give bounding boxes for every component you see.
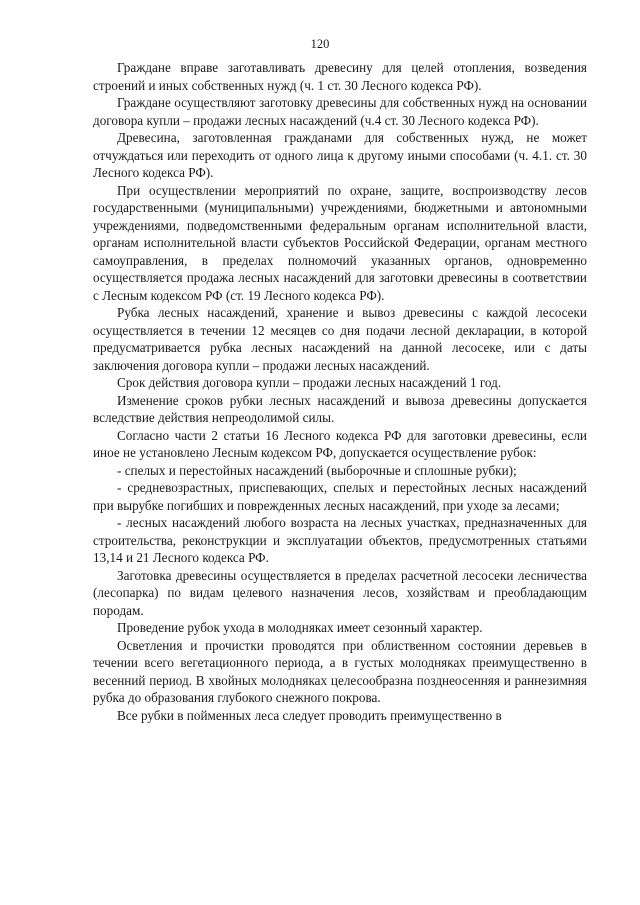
paragraph-9: Заготовка древесины осуществляется в пределах расчетной лесосеки лесничества (лесопарка) по видам целевого назначения лесов, хозяйствам и преобладающим породам. — [93, 567, 587, 618]
paragraph-7: Изменение сроков рубки лесных насаждений и вывоза древесины допускается вследствие действия непреодолимой силы. — [93, 392, 587, 425]
list-item-2: - средневозрастных, приспевающих, спелых и перестойных лесных насаждений при вырубке погибших и поврежденных лесных насаждений, при уходе за лесами; — [93, 480, 587, 513]
document-body — [93, 59, 587, 724]
paragraph-6: Срок действия договора купли – продажи лесных насаждений 1 год. — [117, 375, 502, 390]
paragraph-12: Все рубки в пойменных леса следует проводить преимущественно в — [117, 707, 502, 723]
paragraph-2: Граждане осуществляют заготовку древесины для собственных нужд на основании договора купли – продажи лесных насаждений (ч.4 ст. 30 Лесного кодекса РФ). — [93, 95, 587, 128]
paragraph-5: Рубка лесных насаждений, хранение и вывоз древесины с каждой лесосеки осуществляется в течении 12 месяцев со дня подачи лесной декларации, в которой предусматривается рубка лесных насаждений на данной лесосеке, или с даты заключения договора купли – продажи лесных насаждений. — [93, 305, 587, 373]
paragraph-8: Согласно части 2 статьи 16 Лесного кодекса РФ для заготовки древесины, если иное не установлено Лесным кодексом РФ, допускается осуществление рубок: — [93, 427, 587, 460]
paragraph-4: При осуществлении мероприятий по охране, защите, воспроизводству лесов государственными (муниципальными) учреждениями, бюджетными и автономными учреждениями, подведомственными федеральным органам исполнительной власти, органам исполнительной власти субъектов Российской Федерации, органам местного самоуправления, в пределах полномочий указанных органов, одновременно осуществляется продажа лесных насаждений для заготовки древесины в соответствии с Лесным кодексом РФ (ст. 19 Лесного кодекса РФ). — [93, 182, 587, 303]
paragraph-1: Граждане вправе заготавливать древесину для целей отопления, возведения строений и иных собственных нужд (ч. 1 ст. 30 Лесного кодекса РФ). — [93, 60, 587, 93]
paragraph-10: Проведение рубок ухода в молодняках имеет сезонный характер. — [117, 620, 483, 635]
paragraph-11: Осветления и прочистки проводятся при облиственном состоянии деревьев в течении всего вегетационного периода, а в густых молодняках преимущественно в весенний период. В хвойных молодняках целесообразна позднеосенняя и раннезимняя рубка до образования глубокого снежного покрова. — [93, 637, 587, 705]
list-item-3: - лесных насаждений любого возраста на лесных участках, предназначенных для строительства, реконструкции и эксплуатации объектов, предусмотренных статьями 13,14 и 21 Лесного кодекса РФ. — [93, 515, 587, 565]
list-item-1: - спелых и перестойных насаждений (выборочные и сплошные рубки); — [117, 462, 517, 478]
paragraph-3: Древесина, заготовленная гражданами для собственных нужд, не может отчуждаться или переходить от одного лица к другому иными способами (ч. 4.1. ст. 30 Лесного кодекса РФ). — [93, 130, 587, 180]
page-number: 120 — [310, 37, 330, 51]
